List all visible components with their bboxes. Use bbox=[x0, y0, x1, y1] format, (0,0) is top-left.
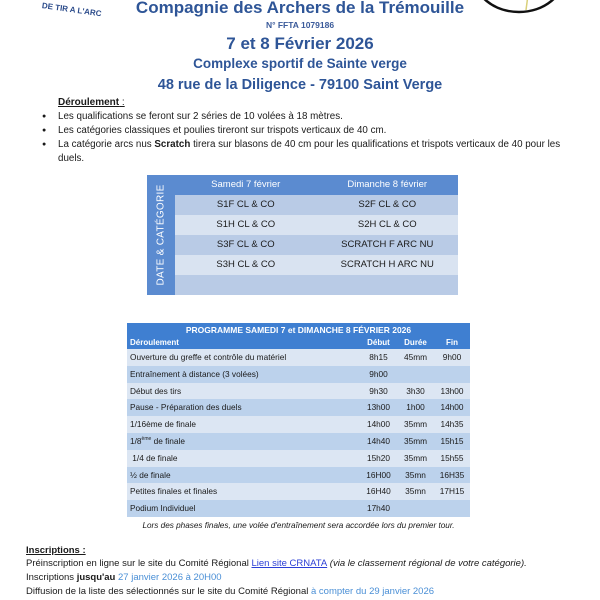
deroulement-list bbox=[42, 110, 582, 166]
step-start: 15h20 bbox=[366, 452, 391, 463]
header-debut: Début bbox=[367, 338, 390, 347]
inscriptions-line-diffusion bbox=[26, 586, 434, 597]
event-dates: 7 et 8 Février 2026 bbox=[226, 34, 374, 53]
programme-row bbox=[127, 467, 470, 484]
step-start: 9h00 bbox=[369, 368, 388, 379]
header-saturday: Samedi 7 février bbox=[211, 179, 281, 190]
step-duration: 1h00 bbox=[406, 402, 425, 413]
programme-row bbox=[127, 500, 470, 517]
step-name bbox=[127, 433, 360, 450]
deroulement-item bbox=[42, 138, 582, 166]
category-cell: SCRATCH H ARC NU bbox=[340, 259, 434, 270]
step-start: 8h15 bbox=[369, 352, 388, 362]
bullet-text-post: tirera sur blasons de 40 cm pour les qualifications et trispots verticaux de 40 pour les duels. bbox=[58, 139, 561, 164]
deroulement-heading bbox=[58, 97, 125, 108]
step-end: 14h00 bbox=[440, 402, 464, 413]
programme-title: PROGRAMME SAMEDI 7 et DIMANCHE 8 FÉVRIER 2026 bbox=[127, 323, 470, 337]
step-duration bbox=[397, 500, 434, 517]
step-end: 17H15 bbox=[439, 486, 465, 497]
inscriptions-title: Inscriptions bbox=[26, 545, 83, 556]
step-duration: 3h30 bbox=[406, 385, 425, 396]
step-end bbox=[434, 366, 470, 383]
step-end: 14h35 bbox=[440, 419, 464, 430]
step-start: 14h00 bbox=[366, 419, 391, 430]
line2-bold: jusqu'au bbox=[76, 572, 116, 583]
inscriptions-colon: : bbox=[82, 545, 86, 556]
programme-row bbox=[127, 399, 470, 416]
step-start: 13h00 bbox=[366, 402, 391, 413]
step-name: Entraînement à distance (3 volées) bbox=[130, 368, 259, 379]
category-cell: S1H CL & CO bbox=[216, 219, 276, 230]
step-name: ½ de finale bbox=[130, 469, 171, 480]
line3-text: Diffusion de la liste des sélectionnés sur le site du Comité Régional bbox=[26, 586, 311, 597]
deroulement-title: Déroulement bbox=[58, 97, 120, 108]
step-start: 9h30 bbox=[369, 385, 388, 396]
programme-row bbox=[127, 349, 470, 366]
step-name: Début des tirs bbox=[130, 385, 182, 396]
programme-row bbox=[127, 483, 470, 500]
step-duration: 35mm bbox=[403, 452, 428, 463]
crnata-link[interactable]: Lien site CRNATA bbox=[251, 558, 328, 569]
step-name-pre: 1/8 bbox=[130, 435, 142, 446]
logo-left-text: DE TIR A L'ARC bbox=[41, 1, 103, 19]
step-end: 15h15 bbox=[440, 435, 464, 446]
step-end: 9h00 bbox=[442, 352, 462, 362]
header-duree: Durée bbox=[404, 338, 427, 347]
step-duration: 35mm bbox=[403, 419, 428, 430]
category-cell: SCRATCH F ARC NU bbox=[341, 239, 434, 250]
category-table bbox=[147, 175, 458, 295]
diffusion-date: à compter du 29 janvier 2026 bbox=[310, 586, 435, 597]
header-fin: Fin bbox=[446, 338, 458, 347]
programme-row bbox=[127, 433, 470, 450]
programme-row bbox=[127, 416, 470, 433]
category-row bbox=[175, 255, 458, 275]
step-end: 16H35 bbox=[439, 469, 465, 480]
header-deroulement: Déroulement bbox=[130, 338, 179, 347]
deroulement-item: ● Les qualifications se feront sur 2 séries de 10 volées à 18 mètres. bbox=[42, 110, 582, 124]
step-duration: 35mm bbox=[403, 435, 428, 446]
ffta-number: N° FFTA 1079186 bbox=[265, 20, 335, 30]
step-duration: 45mm bbox=[403, 352, 428, 362]
programme-table bbox=[127, 323, 470, 517]
programme-row bbox=[127, 366, 470, 383]
step-end: 13h00 bbox=[440, 385, 464, 396]
bullet-text-bold: Scratch bbox=[154, 139, 191, 150]
category-side-header bbox=[147, 175, 175, 295]
club-name: Compagnie des Archers de la Trémouille bbox=[135, 0, 465, 17]
step-start: 16H40 bbox=[366, 486, 391, 497]
deroulement-item: ● Les catégories classiques et poulies tireront sur trispots verticaux de 40 cm. bbox=[42, 124, 582, 138]
line1-note: (via le classement régional de votre catégorie). bbox=[327, 558, 527, 569]
step-name: 1/16ème de finale bbox=[130, 419, 196, 430]
step-name-sup: ème bbox=[141, 436, 152, 443]
step-name: Podium Individuel bbox=[130, 503, 196, 514]
deroulement-colon: : bbox=[119, 97, 125, 108]
category-cell: S2F CL & CO bbox=[358, 199, 417, 210]
category-row bbox=[175, 215, 458, 235]
category-row bbox=[175, 195, 458, 215]
category-side-label: DATE & CATÉGORIE bbox=[155, 184, 167, 286]
step-duration: 35mn bbox=[405, 469, 426, 480]
programme-note: Lors des phases finales, une volée d'entraînement sera accordée lors du premier tour. bbox=[142, 521, 455, 530]
deadline-date: 27 janvier 2026 à 20H00 bbox=[115, 572, 222, 583]
step-end: 15h55 bbox=[440, 452, 464, 463]
inscriptions-line-preinscription bbox=[26, 558, 527, 569]
step-name: Ouverture du greffe et contrôle du matériel bbox=[130, 352, 287, 362]
category-cell bbox=[317, 275, 459, 295]
step-name-post: de finale bbox=[151, 435, 185, 446]
line2-text: Inscriptions bbox=[26, 572, 77, 583]
programme-row bbox=[127, 383, 470, 400]
category-cell: S1F CL & CO bbox=[216, 199, 275, 210]
step-start: 16H00 bbox=[366, 469, 391, 480]
category-cell: S2H CL & CO bbox=[357, 219, 417, 230]
category-row bbox=[175, 235, 458, 255]
step-start: 14h40 bbox=[366, 435, 391, 446]
step-name: 1/4 de finale bbox=[130, 452, 178, 463]
step-end bbox=[434, 500, 470, 517]
step-name: Pause - Préparation des duels bbox=[130, 402, 242, 413]
category-cell: S3H CL & CO bbox=[216, 259, 276, 270]
inscriptions-line-deadline bbox=[26, 572, 222, 583]
header-sunday: Dimanche 8 février bbox=[347, 179, 428, 190]
step-start: 17h40 bbox=[366, 503, 391, 514]
step-name: Petites finales et finales bbox=[130, 486, 218, 497]
category-cell bbox=[175, 275, 317, 295]
bullet-text-pre: La catégorie arcs nus bbox=[58, 139, 155, 150]
inscriptions-heading bbox=[26, 545, 86, 556]
event-address: 48 rue de la Diligence - 79100 Saint Verge bbox=[157, 77, 443, 93]
programme-row bbox=[127, 450, 470, 467]
step-duration: 35mn bbox=[405, 486, 426, 497]
step-duration bbox=[397, 366, 434, 383]
category-header-row bbox=[175, 175, 458, 195]
event-venue: Complexe sportif de Sainte verge bbox=[193, 56, 407, 71]
line1-text: Préinscription en ligne sur le site du Comité Régional bbox=[26, 558, 252, 569]
programme-header-row bbox=[127, 337, 470, 349]
category-cell: S3F CL & CO bbox=[216, 239, 275, 250]
category-row bbox=[175, 275, 458, 295]
